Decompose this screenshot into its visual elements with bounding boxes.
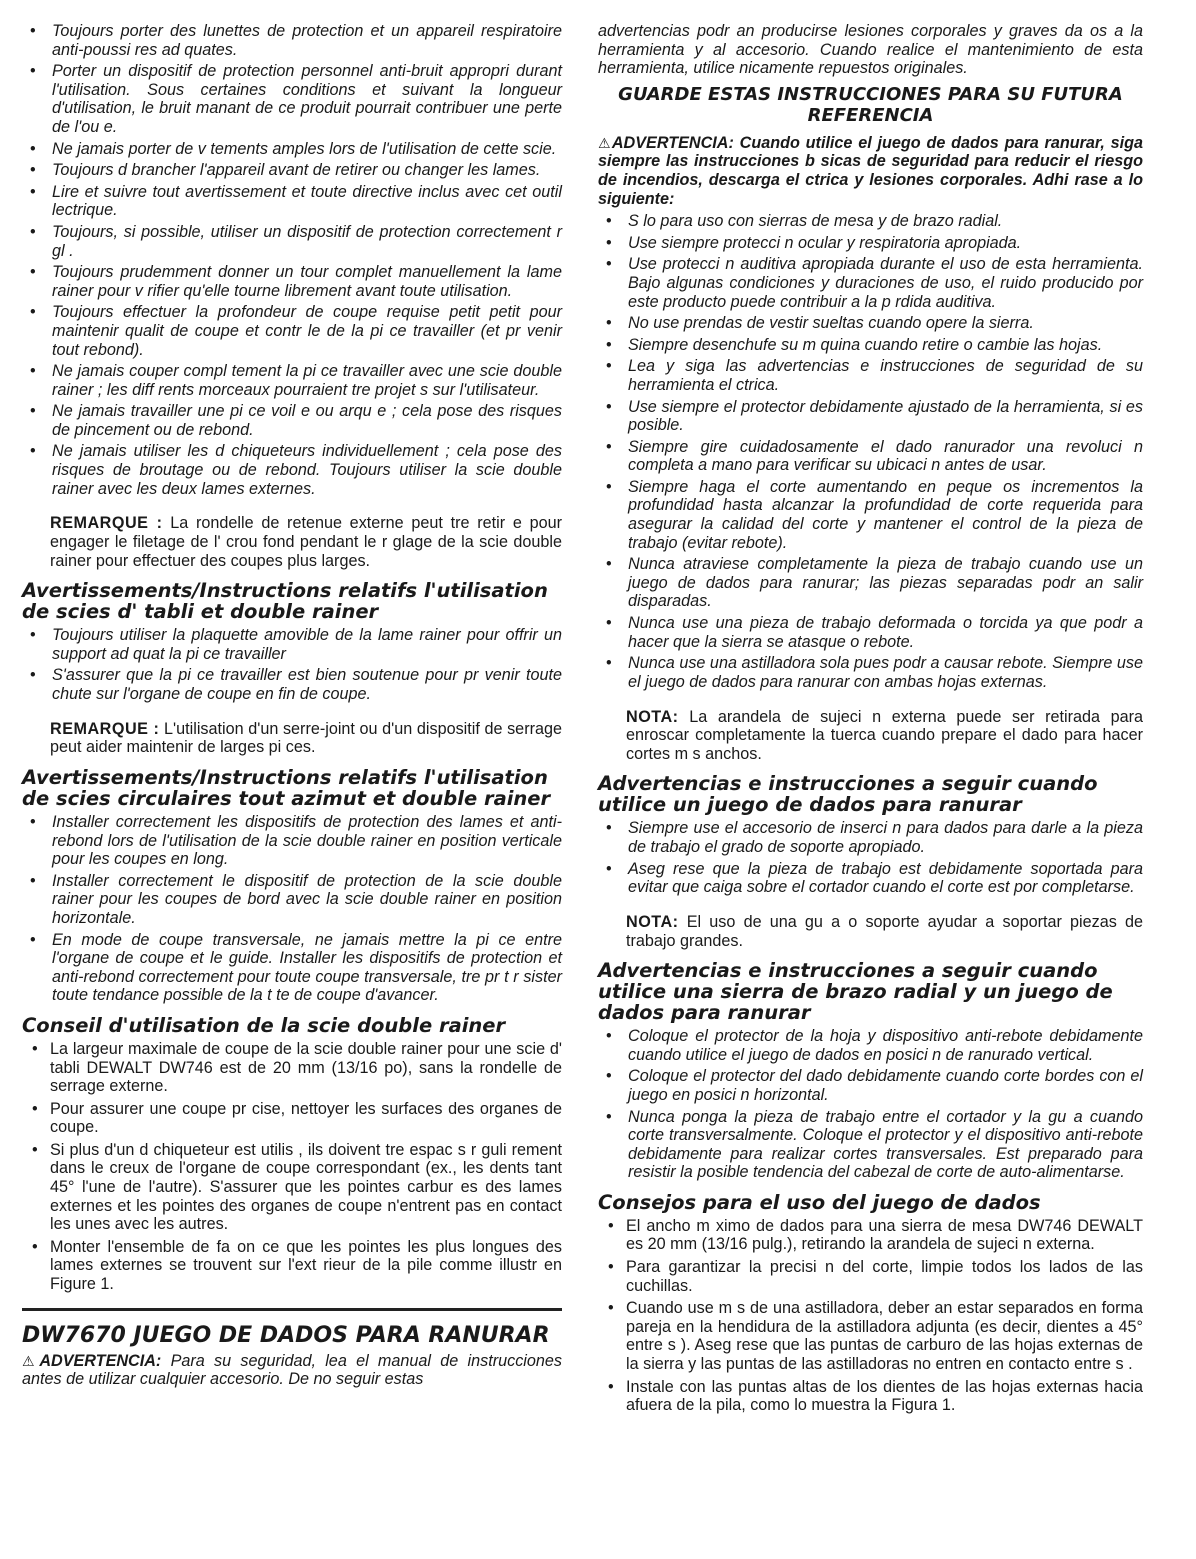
list-item: • Ne jamais couper compl tement la pi ce travailler avec une scie double rainer ; les diff rents morceaux pourraient tre projet s sur l'utilisateur. (22, 362, 562, 399)
list-item: • Toujours porter des lunettes de protection et un appareil respiratoire anti-poussi res ad quates. (22, 22, 562, 59)
fr-bench-saw-list (22, 626, 562, 703)
warning-triangle-icon: ⚠ (598, 134, 612, 151)
fr-remarque-1: REMARQUE : La rondelle de retenue externe peut tre retir e pour engager le filetage de l' crou fond pendant le r glage de la scie double rainer pour effectuer des coupes plus larges. (50, 514, 562, 570)
es-advertencia-intro: ⚠ADVERTENCIA: Para su seguridad, lea el manual de instrucciones antes de utilizar cualquier accesorio. De no seguir estas (22, 1351, 562, 1389)
es-dado-set-list (598, 819, 1143, 896)
list-item: • Toujours utiliser la plaquette amovible de la lame rainer pour offrir un support ad quat la pi ce travailler (22, 626, 562, 663)
list-item: • Para garantizar la precisi n del corte, limpie todos los lados de las cuchillas. (598, 1258, 1143, 1295)
dw7670-title: DW7670 JUEGO DE DADOS PARA RANURAR (22, 1322, 550, 1348)
es-nota-1: NOTA: La arandela de sujeci n externa puede ser retirada para enroscar completamente la tuerca cuando prepare el dado para hacer cortes m s anchos. (626, 707, 1143, 763)
warning-triangle-icon: ⚠ (22, 1352, 40, 1369)
list-item: • S'assurer que la pi ce travailler est bien soutenue pour pr venir toute chute sur l'organe de coupe en fin de coupe. (22, 666, 562, 703)
list-item: • Lire et suivre tout avertissement et toute directive inclus avec cet outil lectrique. (22, 183, 562, 220)
list-item: • El ancho m ximo de dados para una sierra de mesa DW746 DEWALT es 20 mm (13/16 pulg.), retirando la arandela de sujeci n externa. (598, 1217, 1143, 1254)
list-item: • Toujours prudemment donner un tour complet manuellement la lame rainer pour v rifier qu'elle tourne librement avant toute utilisation. (22, 263, 562, 300)
list-item: • Nunca ponga la pieza de trabajo entre el cortador y la gu a cuando corte transversalmente. Coloque el protector y el dispositivo anti-rebote debidamente para realizar cortes transversales. Est preparado para resistir la posible tendencia del cabezal de corte de auto-alimentarse. (598, 1108, 1143, 1182)
es-nota-2: NOTA: El uso de una gu a o soporte ayudar a soportar piezas de trabajo grandes. (626, 912, 1143, 950)
list-item: • Coloque el protector de la hoja y dispositivo anti-rebote debidamente cuando utilice el juego de dados en posici n de ranurado vertical. (598, 1027, 1143, 1064)
list-item: • Instale con las puntas altas de los dientes de las hojas externas hacia afuera de la pila, como lo muestra la Figura 1. (598, 1378, 1143, 1415)
list-item: • Toujours d brancher l'appareil avant de retirer ou changer les lames. (22, 161, 562, 180)
list-item: • Toujours effectuer la profondeur de coupe requise petit petit pour maintenir qualit de coupe et contr le de la pi ce travailler (et pr venir tout rebond). (22, 303, 562, 359)
list-item: • Aseg rese que la pieza de trabajo est debidamente soportada para evitar que caiga sobre el cortador cuando el corte est por completarse. (598, 860, 1143, 897)
list-item: • Monter l'ensemble de fa on ce que les pointes les plus longues des lames externes se trouvent sur l'ext rieur de la pile comme illustr en Figure 1. (22, 1238, 562, 1294)
fr-tips-list (22, 1040, 562, 1294)
es-safety-list (598, 212, 1143, 691)
es-advertencia-block: ⚠ADVERTENCIA: Cuando utilice el juego de dados para ranurar, siga siempre las instrucciones b sicas de seguridad para reducir el riesgo de incendios, descarga el ctrica y lesiones corporales. Adhi rase a lo siguiente: (598, 133, 1143, 208)
list-item: • Use protecci n auditiva apropiada durante el uso de esta herramienta. Bajo algunas condiciones y duraciones de uso, el ruido producido por este producto puede contribuir a la p rdida auditiva. (598, 255, 1143, 311)
fr-heading-tips: Conseil d'utilisation de la scie double rainer (22, 1013, 506, 1037)
fr-safety-list (22, 22, 562, 498)
list-item: • Siempre gire cuidadosamente el dado ranurador una revoluci n completa a mano para verificar su ubicaci n antes de usar. (598, 438, 1143, 475)
fr-heading-radial-saw: Avertissements/Instructions relatifs l'utilisation de scies circulaires tout azimut et double rainer (22, 765, 551, 810)
list-item: • Siempre desenchufe su m quina cuando retire o cambie las hojas. (598, 336, 1143, 355)
list-item: • Nunca use una astilladora sola pues podr a causar rebote. Siempre use el juego de dados para ranurar con ambas hojas externas. (598, 654, 1143, 691)
fr-remarque-2: REMARQUE : L'utilisation d'un serre-joint ou d'un dispositif de serrage peut aider maintenir de larges pi ces. (50, 719, 562, 757)
es-heading-radial-saw: Advertencias e instrucciones a seguir cuando utilice una sierra de brazo radial y un juego de dados para ranurar (598, 959, 1113, 1025)
fr-radial-saw-list (22, 813, 562, 1005)
fr-heading-bench-saw: Avertissements/Instructions relatifs l'utilisation de scies d' tabli et double rainer (22, 579, 548, 624)
list-item: • Ne jamais utiliser les d chiqueteurs individuellement ; cela pose des risques de broutage ou de rebond. Toujours utiliser la scie double rainer avec les deux lames externes. (22, 442, 562, 498)
es-heading-dado-set: Advertencias e instrucciones a seguir cuando utilice un juego de dados para ranurar (598, 772, 1098, 817)
left-column (22, 22, 562, 1389)
list-item: • Installer correctement les dispositifs de protection des lames et anti-rebond lors de l'utilisation de la scie double rainer en position verticale pour les coupes en long. (22, 813, 562, 869)
list-item: • Siempre haga el corte aumentando en peque os incrementos la profundidad hasta alcanzar la profundidad de corte requerida para asegurar la calidad del corte y mantener el control de la pieza de trabajo (evitar rebote). (598, 478, 1143, 552)
list-item: • Toujours, si possible, utiliser un dispositif de protection correctement r gl . (22, 223, 562, 260)
list-item: • Si plus d'un d chiqueteur est utilis , ils doivent tre espac s r guli rement dans le creux de l'organe de coupe correspondant (ex., les dents tant 45° l'une de l'autre). S'assurer que les pointes carbur es des lames externes et les pointes des organes de coupe n'entrent pas en contact les unes avec les autres. (22, 1141, 562, 1234)
es-tips-list (598, 1217, 1143, 1415)
list-item: • La largeur maximale de coupe de la scie double rainer pour une scie d' tabli DEWALT DW746 est de 20 mm (13/16 po), sans la rondelle de serrage externe. (22, 1040, 562, 1096)
right-column (598, 22, 1143, 1419)
list-item: • Nunca atraviese completamente la pieza de trabajo cuando use un juego de dados para ranurar; las piezas separadas podr an salir disparadas. (598, 555, 1143, 611)
list-item: • Lea y siga las advertencias e instrucciones de seguridad de su herramienta el ctrica. (598, 357, 1143, 394)
list-item: • No use prendas de vestir sueltas cuando opere la sierra. (598, 314, 1143, 333)
list-item: • Porter un dispositif de protection personnel anti-bruit appropri durant l'utilisation. Sous certaines conditions et suivant la longueur d'utilisation, le bruit manant de ce produit pourrait contribuer une perte de l'ou e. (22, 62, 562, 136)
es-heading-tips: Consejos para el uso del juego de dados (598, 1190, 1041, 1214)
list-item: • Cuando use m s de una astilladora, deber an estar separados en forma pareja en la hendidura de la astilladora adjunta (es decir, dientes a 45° entre s ). Aseg rese que las puntas de carburo de las hojas externas de la sierra y las puntas de las astilladoras no entren en contacto entre s . (598, 1299, 1143, 1373)
guarde-heading: GUARDE ESTAS INSTRUCCIONES PARA SU FUTURA REFERENCIA (618, 83, 1123, 126)
section-divider (22, 1308, 562, 1311)
list-item: • S lo para uso con sierras de mesa y de brazo radial. (598, 212, 1143, 231)
list-item: • En mode de coupe transversale, ne jamais mettre la pi ce entre l'organe de coupe et le guide. Installer les dispositifs de protection et anti-rebond correctement pour toute coupe transversale, tre pr t r sister toute tendance possible de la t te de coupe d'avancer. (22, 931, 562, 1005)
es-radial-saw-list (598, 1027, 1143, 1182)
list-item: • Ne jamais travailler une pi ce voil e ou arqu e ; cela pose des risques de pincement ou de rebond. (22, 402, 562, 439)
list-item: • Nunca use una pieza de trabajo deformada o torcida ya que podr a hacer que la sierra se atasque o rebote. (598, 614, 1143, 651)
list-item: • Siempre use el accesorio de inserci n para dados para darle a la pieza de trabajo el grado de soporte apropiado. (598, 819, 1143, 856)
list-item: • Pour assurer une coupe pr cise, nettoyer les surfaces des organes de coupe. (22, 1100, 562, 1137)
list-item: • Coloque el protector del dado debidamente cuando corte bordes con el juego en posici n horizontal. (598, 1067, 1143, 1104)
list-item: • Installer correctement le dispositif de protection de la scie double rainer pour les coupes de bord avec la scie double rainer en position horizontale. (22, 872, 562, 928)
list-item: • Use siempre protecci n ocular y respiratoria apropiada. (598, 234, 1143, 253)
list-item: • Use siempre el protector debidamente ajustado de la herramienta, si es posible. (598, 398, 1143, 435)
es-intro-continued: advertencias podr an producirse lesiones corporales y graves da os a la herramienta y al accesorio. Cuando realice el mantenimiento de esta herramienta, utilice nicamente repuestos originales. (598, 22, 1143, 78)
list-item: • Ne jamais porter de v tements amples lors de l'utilisation de cette scie. (22, 140, 562, 159)
